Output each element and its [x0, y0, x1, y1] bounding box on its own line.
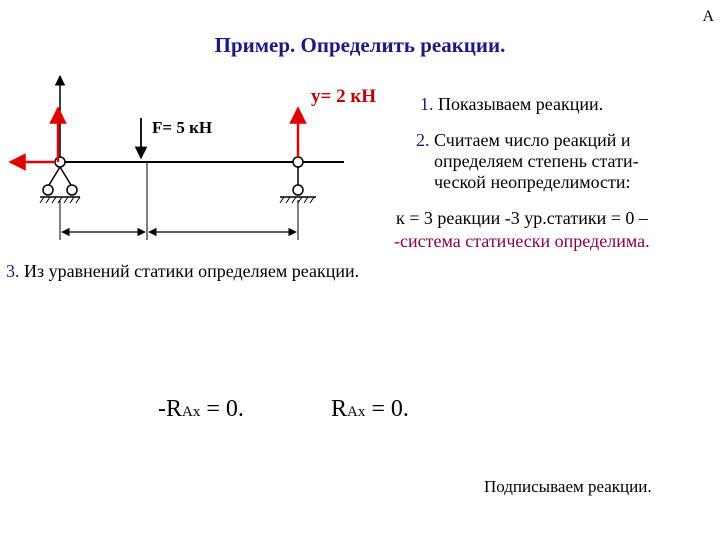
- equation-2-prefix: R: [331, 396, 348, 422]
- dimension-extension-lines: [60, 162, 298, 240]
- equation-2: [331, 396, 409, 423]
- load-q-label: у= 2 кН: [311, 86, 377, 107]
- step-3-number: 3.: [6, 261, 20, 281]
- footer-note: Подписываем реакции.: [484, 477, 652, 496]
- support-b: [280, 157, 316, 203]
- step-2: [416, 130, 631, 151]
- step-2-line-1: Считаем число реакций и: [434, 130, 631, 150]
- equation-1-prefix: -R: [158, 396, 182, 422]
- step-1-number: 1.: [420, 94, 434, 114]
- force-f-label: F= 5 кН: [152, 118, 213, 137]
- step-1: [420, 94, 603, 115]
- corner-label: A: [702, 8, 714, 25]
- step-2-line-2: определяем степень стати-: [434, 151, 639, 171]
- conclusion-line-1: к = 3 реакции -3 ур.статики = 0 –: [396, 208, 648, 228]
- step-3: [6, 261, 359, 282]
- step-1-text: Показываем реакции.: [438, 94, 604, 114]
- step-3-text: Из уравнений статики определяем реакции.: [24, 261, 360, 281]
- equation-2-suffix: = 0.: [365, 396, 409, 422]
- step-2-number: 2.: [416, 130, 430, 150]
- page-title: Пример. Определить реакции.: [214, 33, 506, 57]
- equation-2-subscript: Ax: [347, 404, 366, 420]
- step-2-line-3: ческой неопределимости:: [434, 172, 631, 192]
- equation-1-subscript: Ax: [182, 404, 201, 420]
- equation-1-suffix: = 0.: [200, 396, 244, 422]
- equation-1: [158, 396, 244, 423]
- conclusion-line-2: -система статически определима.: [394, 231, 650, 251]
- support-a: [40, 157, 80, 203]
